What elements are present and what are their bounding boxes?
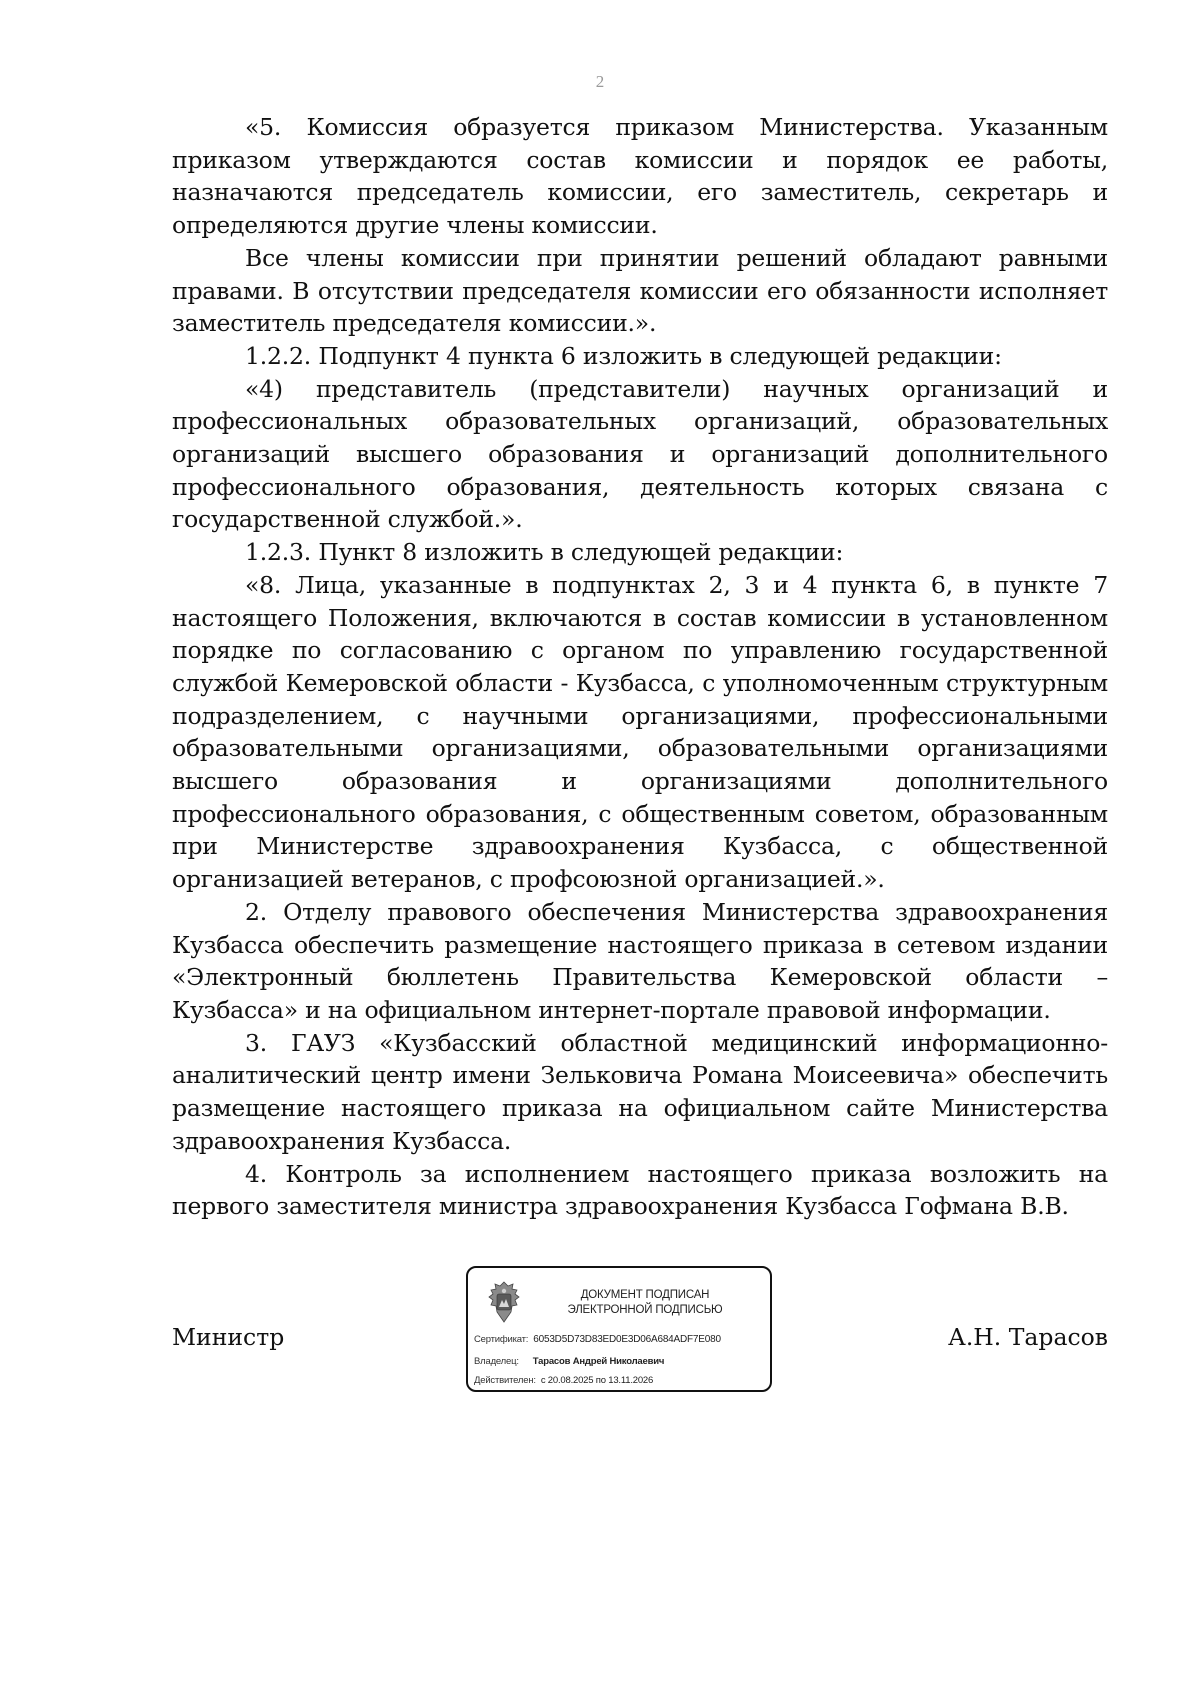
paragraph-persons-included: «8. Лица, указанные в подпунктах 2, 3 и 4 пункта 6, в пункте 7 настоящего Положения, включаются в состав комиссии в установленном порядке по согласованию с органом по управлению государственной службой Кемеровской области - Кузбасса, с уполномоченным структурным подразделением, с научными организациями, профессиональными образовательными организациями, образовательными организациями высшего образования и организациями дополнительного профессионального образования, с общественным советом, образованным при Министерстве здравоохранения Кузбасса, с общественной организацией ветеранов, с профсоюзной организацией.». [172, 570, 1108, 894]
signer-position: Министр [172, 1323, 285, 1351]
paragraph-equal-rights: Все члены комиссии при принятии решений обладают равными правами. В отсутствии председателя комиссии его обязанности исполняет заместитель председателя комиссии.». [172, 243, 1108, 338]
validity-label: Действителен: [474, 1375, 536, 1386]
stamp-title-line-2: ЭЛЕКТРОННОЙ ПОДПИСЬЮ [567, 1304, 723, 1316]
paragraph-clause-2: 2. Отделу правового обеспечения Министерства здравоохранения Кузбасса обеспечить размещение настоящего приказа в сетевом издании «Электронный бюллетень Правительства Кемеровской области – Кузбасса» и на официальном интернет-портале правовой информации. [172, 897, 1108, 1024]
paragraph-representatives: «4) представитель (представители) научных организаций и профессиональных образовательных организаций, образовательных организаций высшего образования и организаций дополнительного профессионального образования, деятельность которых связана с государственной службой.». [172, 374, 1108, 534]
signature-block [172, 1266, 1108, 1416]
stamp-validity-row [474, 1375, 653, 1386]
document-body [172, 111, 1108, 1223]
paragraph-clause-3: 3. ГАУЗ «Кузбасский областной медицинский информационно-аналитический центр имени Зельковича Романа Моисеевича» обеспечить размещение настоящего приказа на официальном сайте Министерства здравоохранения Кузбасса. [172, 1028, 1108, 1155]
paragraph-subclause-1-2-3: 1.2.3. Пункт 8 изложить в следующей редакции: [245, 538, 844, 567]
coat-of-arms-icon [486, 1280, 522, 1324]
stamp-title [528, 1288, 762, 1318]
certificate-label: Сертификат: [474, 1334, 529, 1345]
validity-value: с 20.08.2025 по 13.11.2026 [540, 1375, 654, 1386]
signer-name: А.Н. Тарасов [948, 1323, 1108, 1351]
owner-label: Владелец: [474, 1356, 519, 1367]
stamp-title-line-1: ДОКУМЕНТ ПОДПИСАН [580, 1289, 710, 1301]
paragraph-clause-4: 4. Контроль за исполнением настоящего приказа возложить на первого заместителя министра здравоохранения Кузбасса Гофмана В.В. [172, 1159, 1108, 1221]
stamp-owner-row [474, 1356, 664, 1367]
page-number: 2 [595, 72, 605, 91]
owner-value: Тарасов Андрей Николаевич [532, 1356, 665, 1367]
stamp-certificate-row [474, 1334, 721, 1345]
certificate-value: 6053D5D73D83ED0E3D06A684ADF7E080 [533, 1334, 721, 1345]
paragraph-subclause-1-2-2: 1.2.2. Подпункт 4 пункта 6 изложить в следующей редакции: [245, 341, 1002, 370]
paragraph-commission-formation: «5. Комиссия образуется приказом Министерства. Указанным приказом утверждаются состав комиссии и порядок ее работы, назначаются председатель комиссии, его заместитель, секретарь и определяются другие члены комиссии. [172, 113, 1108, 240]
electronic-signature-stamp [466, 1266, 772, 1392]
